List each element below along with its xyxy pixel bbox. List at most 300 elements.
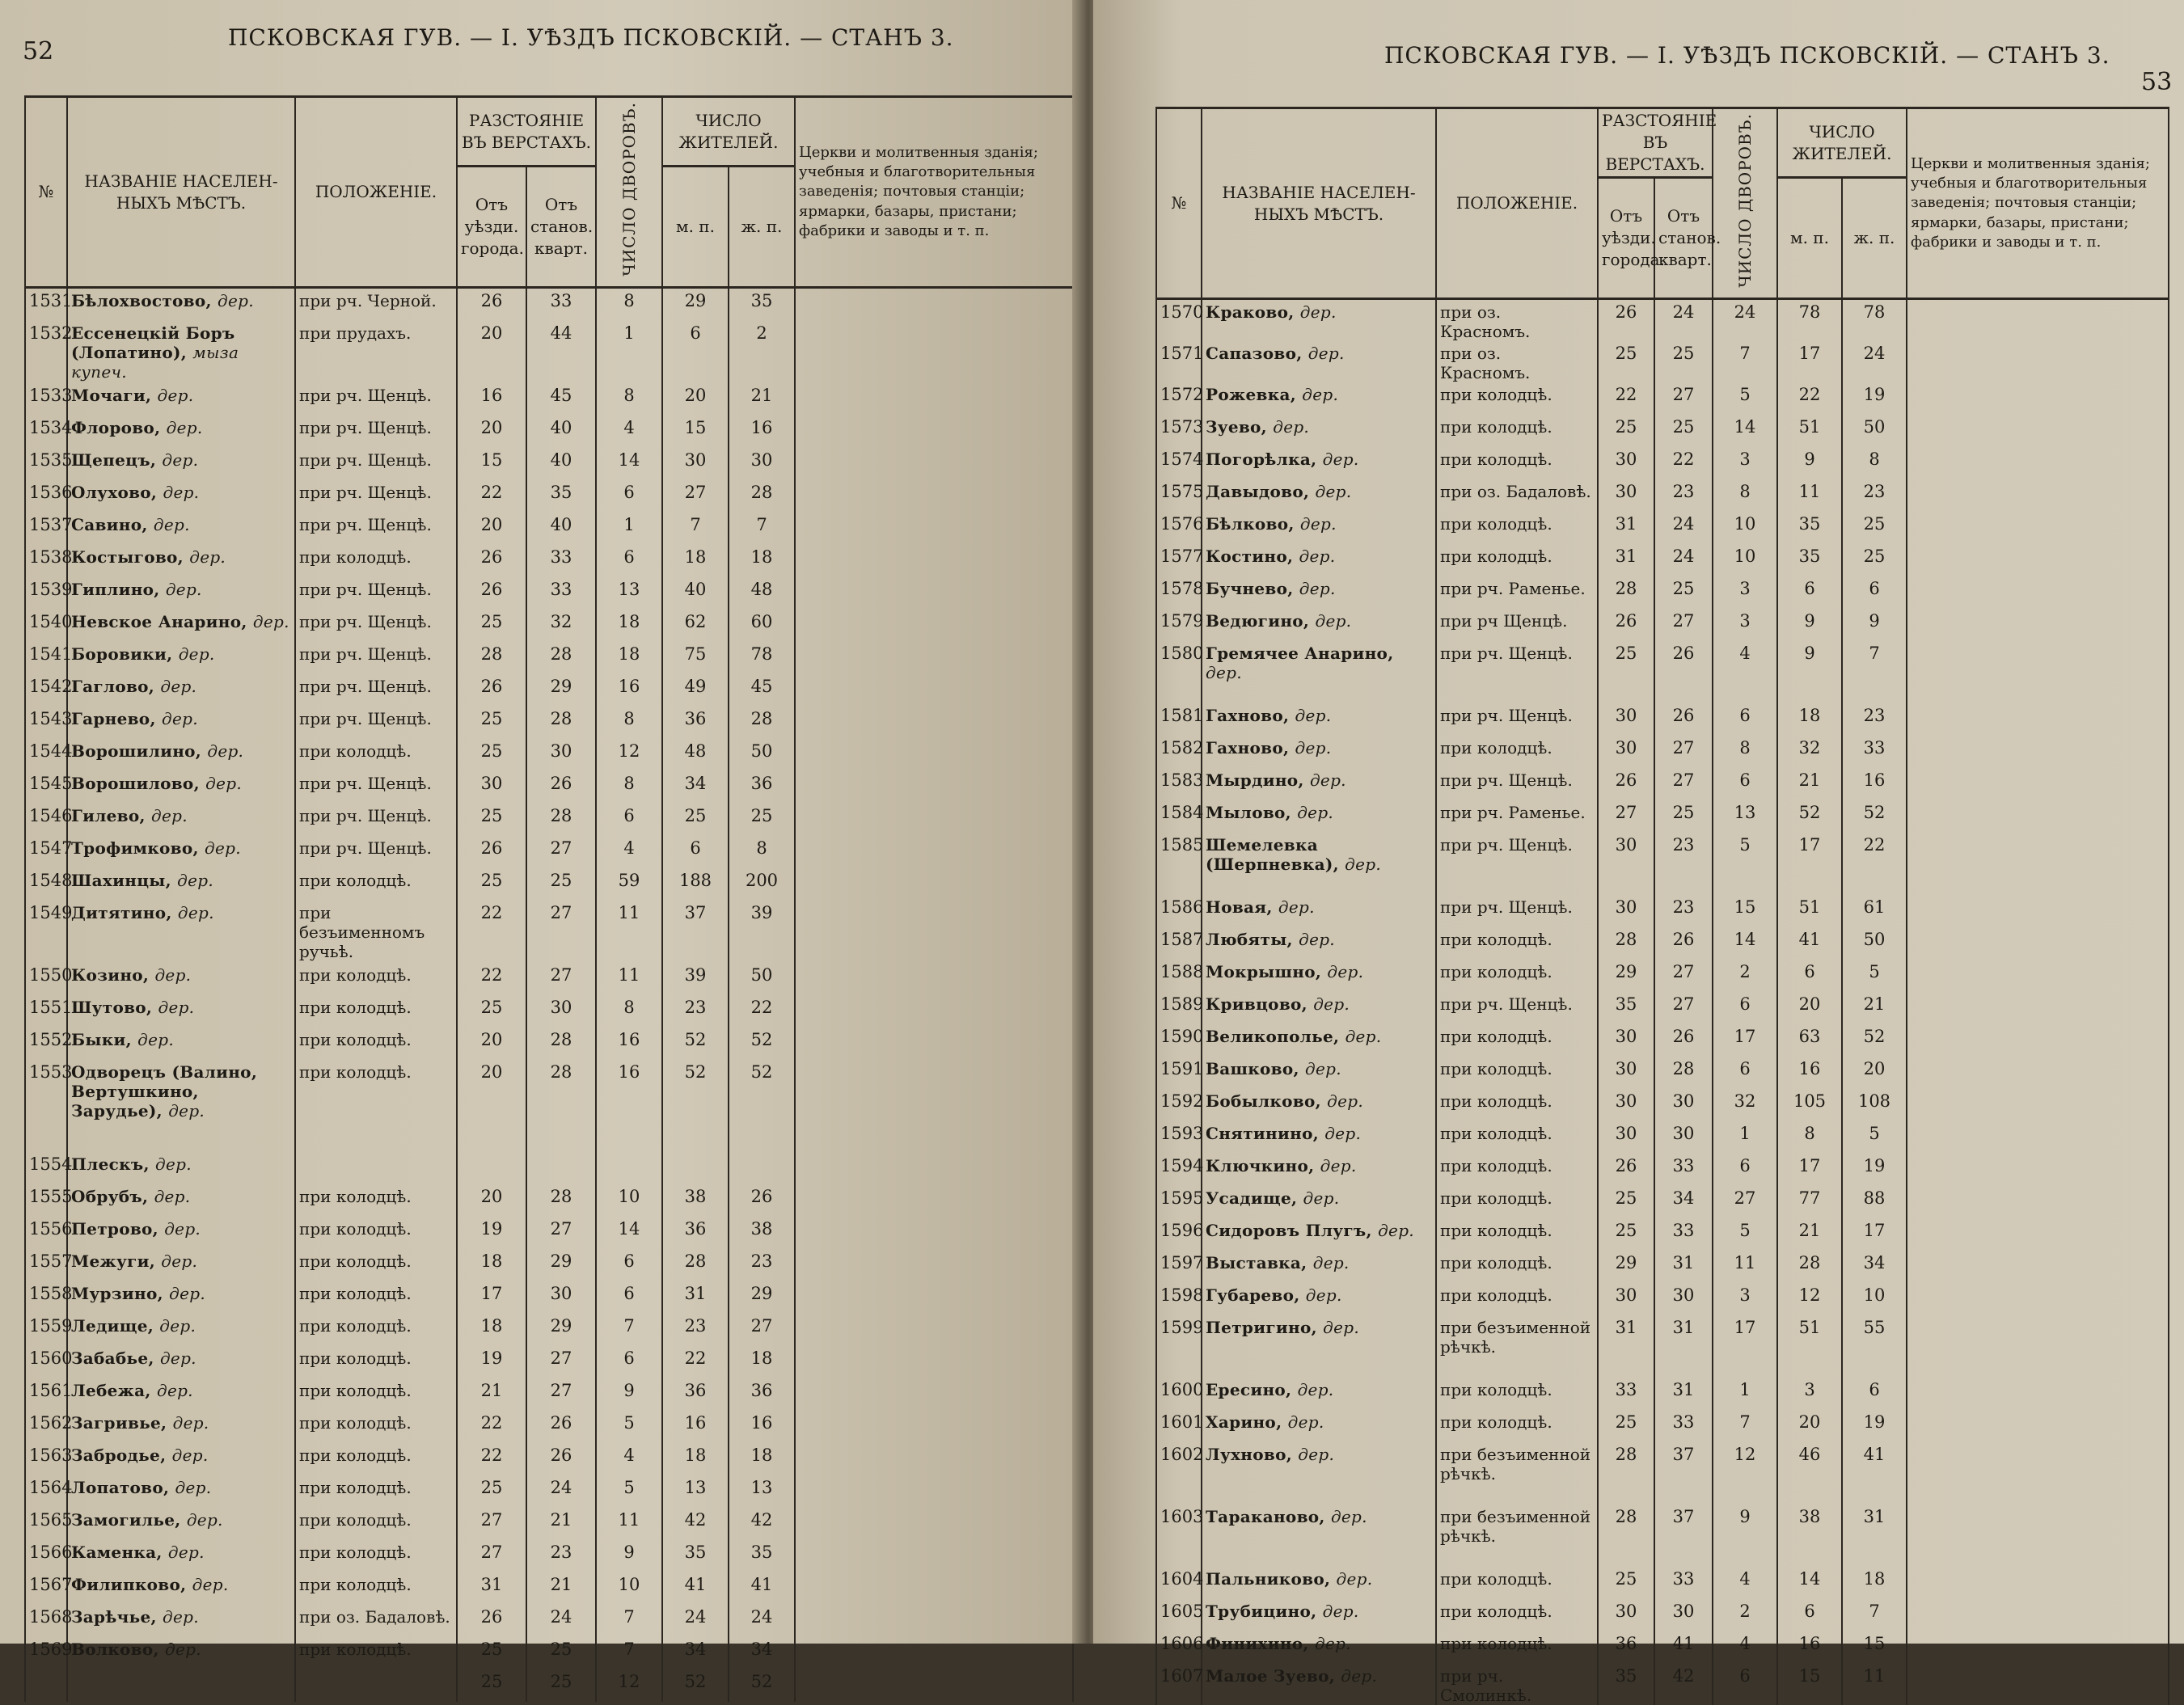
male-count: 22	[662, 1346, 729, 1378]
female-count: 41	[729, 1572, 795, 1605]
header-num: №	[1156, 108, 1202, 299]
row-number: 1576	[1156, 512, 1202, 544]
place-kind: дер.	[1327, 1091, 1363, 1111]
female-count: 20	[1842, 1057, 1907, 1089]
table-row	[1156, 1154, 2169, 1186]
churches-cell	[795, 739, 1073, 771]
female-count: 28	[729, 707, 795, 739]
male-count: 3	[1777, 1378, 1842, 1410]
place-name-text: Лопатово,	[71, 1478, 169, 1497]
row-number: 1595	[1156, 1186, 1202, 1218]
distance-stan: 30	[1654, 1121, 1713, 1154]
row-number: 1568	[25, 1605, 67, 1637]
households-count: 59	[596, 868, 662, 901]
ledger-table	[24, 95, 1074, 1702]
place-kind: дер.	[1305, 1059, 1341, 1078]
distance-town: 26	[457, 288, 526, 322]
table-row	[25, 901, 1073, 963]
churches-cell	[795, 1152, 1073, 1184]
male-count: 46	[1777, 1442, 1842, 1505]
distance-stan: 24	[1654, 299, 1713, 342]
churches-cell	[1907, 1505, 2169, 1567]
distance-town: 18	[457, 1249, 526, 1281]
place-name	[1202, 382, 1436, 415]
table-row	[1156, 1631, 2169, 1664]
place-name-text: Гиплино,	[71, 580, 160, 599]
distance-town: 20	[457, 416, 526, 448]
table-row	[1156, 1378, 2169, 1410]
distance-town: 22	[457, 480, 526, 513]
distance-town: 22	[457, 1443, 526, 1475]
households-count: 3	[1713, 1283, 1777, 1315]
place-kind: дер.	[137, 1030, 174, 1049]
distance-stan: 27	[1654, 960, 1713, 992]
table-row	[25, 836, 1073, 868]
households-count: 12	[596, 739, 662, 771]
place-name-text: Лебежа,	[71, 1381, 151, 1400]
churches-cell	[1907, 960, 2169, 992]
place-name-text: Каменка,	[71, 1543, 163, 1562]
place-name-text: Финихино,	[1206, 1634, 1309, 1653]
distance-stan: 28	[526, 707, 596, 739]
churches-cell	[795, 1669, 1073, 1702]
households-count: 14	[596, 448, 662, 480]
distance-stan: 37	[1654, 1505, 1713, 1567]
place-name-text: Усадище,	[1206, 1188, 1297, 1208]
row-number: 1543	[25, 707, 67, 739]
table-row	[1156, 1410, 2169, 1442]
place-name	[1202, 512, 1436, 544]
place-name	[1202, 544, 1436, 576]
churches-cell	[795, 1378, 1073, 1411]
place-name	[1202, 415, 1436, 447]
place-name-text: Трубицино,	[1206, 1602, 1316, 1621]
place-name-text: Гаглово,	[71, 677, 154, 696]
table-row	[1156, 736, 2169, 768]
distance-town: 26	[457, 674, 526, 707]
table-row	[1156, 1442, 2169, 1505]
churches-cell	[1907, 768, 2169, 800]
table-body	[25, 288, 1073, 1703]
female-count: 35	[729, 1540, 795, 1572]
distance-town: 22	[457, 901, 526, 963]
row-number: 1550	[25, 963, 67, 995]
male-count: 23	[662, 1314, 729, 1346]
place-name	[1202, 1154, 1436, 1186]
table-row	[25, 1443, 1073, 1475]
page-number: 52	[23, 37, 53, 65]
row-number: 1593	[1156, 1121, 1202, 1154]
distance-stan: 30	[1654, 1599, 1713, 1631]
place-position: при безъименной рѣчкѣ.	[1436, 1442, 1598, 1505]
male-count: 6	[1777, 1599, 1842, 1631]
place-name-text: Тараканово,	[1206, 1507, 1325, 1526]
place-position: при колодцѣ.	[1436, 927, 1598, 960]
distance-stan: 24	[526, 1475, 596, 1508]
table-header	[25, 97, 1073, 288]
distance-town: 30	[1598, 1089, 1654, 1121]
distance-town: 21	[457, 1378, 526, 1411]
place-name	[1202, 1664, 1436, 1705]
row-number: 1592	[1156, 1089, 1202, 1121]
place-kind: дер.	[189, 547, 226, 567]
place-name	[67, 321, 295, 383]
churches-cell	[1907, 833, 2169, 895]
place-name	[67, 1249, 295, 1281]
place-kind: дер.	[1295, 738, 1332, 758]
churches-cell	[795, 1346, 1073, 1378]
place-kind: дер.	[1297, 803, 1333, 822]
place-name-text: Великополье,	[1206, 1027, 1339, 1046]
male-count: 34	[662, 1637, 729, 1669]
table-row	[25, 1217, 1073, 1249]
distance-town: 25	[1598, 1410, 1654, 1442]
place-name-text: Зарѣчье,	[71, 1607, 157, 1627]
header-churches: Церкви и молитвенныя зданія; учебныя и благотворительныя заведенія; почтовыя станціи; ярмарки, базары, пристани; фабрики и заводы и т. п.	[795, 97, 1073, 288]
male-count: 7	[662, 513, 729, 545]
row-number: 1586	[1156, 895, 1202, 927]
row-number: 1532	[25, 321, 67, 383]
female-count: 38	[729, 1217, 795, 1249]
place-name-text: Мочаги,	[71, 386, 151, 405]
header-dist-stan: Отъ станов. кварт.	[526, 167, 596, 288]
row-number: 1570	[1156, 299, 1202, 342]
male-count: 6	[662, 321, 729, 383]
place-position: при колодцѣ.	[295, 1346, 457, 1378]
distance-stan: 30	[1654, 1283, 1713, 1315]
place-name-text: Козино,	[71, 965, 149, 985]
churches-cell	[1907, 415, 2169, 447]
table-row	[1156, 1599, 2169, 1631]
churches-cell	[1907, 576, 2169, 609]
place-position: при рч. Щенцѣ.	[295, 836, 457, 868]
distance-town: 20	[457, 1060, 526, 1152]
place-name	[67, 836, 295, 868]
row-number: 1598	[1156, 1283, 1202, 1315]
place-name	[67, 963, 295, 995]
distance-stan: 34	[1654, 1186, 1713, 1218]
distance-stan: 24	[526, 1605, 596, 1637]
households-count: 6	[596, 545, 662, 577]
distance-town: 31	[1598, 544, 1654, 576]
row-number: 1569	[25, 1637, 67, 1669]
churches-cell	[795, 1314, 1073, 1346]
row-number: 1582	[1156, 736, 1202, 768]
place-kind: дер.	[1288, 1412, 1324, 1432]
place-name	[67, 1378, 295, 1411]
table-row	[1156, 1664, 2169, 1705]
distance-town: 30	[1598, 1599, 1654, 1631]
female-count: 60	[729, 610, 795, 642]
row-number: 1561	[25, 1378, 67, 1411]
place-kind: дер.	[1345, 855, 1381, 874]
female-count	[729, 1152, 795, 1184]
male-count: 24	[662, 1605, 729, 1637]
place-name	[1202, 447, 1436, 479]
place-name	[67, 448, 295, 480]
distance-town: 25	[457, 1637, 526, 1669]
place-name-text: Одворецъ (Валино, Вертушкино, Зарудье),	[71, 1062, 257, 1120]
row-number: 1572	[1156, 382, 1202, 415]
female-count: 7	[1842, 1599, 1907, 1631]
households-count: 6	[596, 804, 662, 836]
place-name-text: Ессенецкій Боръ (Лопатино),	[71, 323, 235, 362]
households-count: 13	[1713, 800, 1777, 833]
place-name-text: Волково,	[71, 1640, 159, 1659]
place-kind: дер.	[1303, 1188, 1340, 1208]
male-count: 12	[1777, 1283, 1842, 1315]
female-count: 6	[1842, 1378, 1907, 1410]
churches-cell	[1907, 1154, 2169, 1186]
row-number: 1540	[25, 610, 67, 642]
place-kind: дер.	[205, 838, 241, 858]
distance-town: 20	[457, 513, 526, 545]
female-count: 50	[729, 739, 795, 771]
churches-cell	[1907, 1567, 2169, 1599]
distance-stan: 21	[526, 1572, 596, 1605]
churches-cell	[795, 610, 1073, 642]
place-position: при колодцѣ.	[295, 1637, 457, 1669]
place-kind: дер.	[172, 1445, 209, 1465]
place-position: при рч. Щенцѣ.	[295, 771, 457, 804]
households-count: 1	[596, 321, 662, 383]
distance-stan: 23	[1654, 479, 1713, 512]
place-position: при прудахъ.	[295, 321, 457, 383]
row-number: 1537	[25, 513, 67, 545]
header-male: м. п.	[662, 167, 729, 288]
table-row	[25, 1184, 1073, 1217]
place-name	[1202, 800, 1436, 833]
male-count: 6	[662, 836, 729, 868]
distance-stan: 40	[526, 513, 596, 545]
place-position: при рч. Щенцѣ.	[295, 610, 457, 642]
place-kind: дер.	[1308, 344, 1345, 363]
churches-cell	[795, 1508, 1073, 1540]
distance-stan: 33	[526, 288, 596, 322]
distance-town: 36	[1598, 1631, 1654, 1664]
distance-town: 28	[1598, 1505, 1654, 1567]
place-position: при колодцѣ.	[295, 1572, 457, 1605]
households-count: 8	[596, 995, 662, 1028]
female-count: 16	[1842, 768, 1907, 800]
place-kind: дер.	[1300, 302, 1337, 322]
place-position: при колодцѣ.	[295, 545, 457, 577]
table-row	[1156, 544, 2169, 576]
row-number: 1542	[25, 674, 67, 707]
distance-stan: 41	[1654, 1631, 1713, 1664]
distance-town	[457, 1152, 526, 1184]
households-count: 8	[1713, 479, 1777, 512]
place-position: при колодцѣ.	[1436, 1089, 1598, 1121]
header-households: ЧИСЛО ДВОРОВЪ.	[596, 97, 662, 288]
place-position	[295, 1669, 457, 1702]
table-row	[25, 321, 1073, 383]
place-position: при колодцѣ.	[1436, 447, 1598, 479]
place-kind: дер.	[158, 386, 194, 405]
male-count: 37	[662, 901, 729, 963]
distance-town: 30	[1598, 1121, 1654, 1154]
row-number: 1577	[1156, 544, 1202, 576]
female-count: 35	[729, 288, 795, 322]
table-row	[1156, 479, 2169, 512]
place-name-text: Зуево,	[1206, 417, 1267, 437]
distance-town: 30	[1598, 1283, 1654, 1315]
churches-cell	[1907, 544, 2169, 576]
place-kind: дер.	[1345, 1027, 1382, 1046]
table-row	[1156, 703, 2169, 736]
churches-cell	[795, 1028, 1073, 1060]
distance-town: 25	[457, 995, 526, 1028]
header-male: м. п.	[1777, 178, 1842, 299]
place-name	[67, 577, 295, 610]
distance-stan: 27	[526, 1346, 596, 1378]
place-name-text: Сидоровъ Плугъ,	[1206, 1221, 1372, 1240]
distance-town: 25	[1598, 1567, 1654, 1599]
female-count: 88	[1842, 1186, 1907, 1218]
male-count: 23	[662, 995, 729, 1028]
distance-town: 26	[457, 577, 526, 610]
place-name-text: Новая,	[1206, 897, 1273, 917]
place-name	[1202, 1442, 1436, 1505]
table-row	[25, 1028, 1073, 1060]
place-name	[1202, 299, 1436, 342]
place-name-text: Ворошилино,	[71, 741, 201, 761]
female-count: 7	[1842, 641, 1907, 703]
table-row	[1156, 768, 2169, 800]
place-name-text: Загривье,	[71, 1413, 167, 1433]
row-number: 1567	[25, 1572, 67, 1605]
female-count: 52	[729, 1028, 795, 1060]
distance-town: 19	[457, 1217, 526, 1249]
place-name-text: Петригино,	[1206, 1318, 1317, 1337]
distance-stan: 29	[526, 1249, 596, 1281]
row-number: 1596	[1156, 1218, 1202, 1251]
female-count: 23	[1842, 479, 1907, 512]
churches-cell	[1907, 1024, 2169, 1057]
churches-cell	[1907, 1089, 2169, 1121]
distance-stan: 23	[1654, 895, 1713, 927]
female-count: 36	[729, 771, 795, 804]
place-name-text: Сапазово,	[1206, 344, 1302, 363]
place-kind: дер.	[1302, 385, 1338, 404]
churches-cell	[1907, 1186, 2169, 1218]
female-count: 15	[1842, 1631, 1907, 1664]
place-position: при рч. Щенцѣ.	[1436, 992, 1598, 1024]
place-kind: дер.	[1298, 1445, 1334, 1464]
distance-stan: 25	[1654, 415, 1713, 447]
distance-town: 25	[1598, 415, 1654, 447]
distance-town: 17	[457, 1281, 526, 1314]
households-count: 10	[1713, 512, 1777, 544]
distance-town: 28	[1598, 927, 1654, 960]
churches-cell	[795, 963, 1073, 995]
table-row	[1156, 1186, 2169, 1218]
row-number: 1554	[25, 1152, 67, 1184]
distance-town: 31	[1598, 1315, 1654, 1378]
female-count: 25	[729, 804, 795, 836]
place-name-text: Выставка,	[1206, 1253, 1307, 1272]
place-position: при колодцѣ.	[1436, 1121, 1598, 1154]
place-kind: дер.	[1313, 1253, 1350, 1272]
place-name-text: Давыдово,	[1206, 482, 1309, 501]
place-name-text: Малое Зуево,	[1206, 1666, 1335, 1686]
place-name	[1202, 927, 1436, 960]
churches-cell	[795, 545, 1073, 577]
place-name	[67, 416, 295, 448]
churches-cell	[795, 416, 1073, 448]
place-kind: дер.	[1310, 770, 1346, 790]
place-position: при рч. Щенцѣ.	[295, 416, 457, 448]
row-number: 1573	[1156, 415, 1202, 447]
row-number: 1571	[1156, 341, 1202, 382]
place-position: при колодцѣ.	[295, 739, 457, 771]
distance-stan: 26	[526, 1443, 596, 1475]
place-name	[1202, 703, 1436, 736]
place-position: при колодцѣ.	[1436, 736, 1598, 768]
male-count: 9	[1777, 447, 1842, 479]
table-row	[25, 1249, 1073, 1281]
distance-town: 30	[1598, 447, 1654, 479]
place-name	[67, 1184, 295, 1217]
place-kind: дер.	[1331, 1507, 1367, 1526]
distance-stan: 33	[526, 545, 596, 577]
households-count: 12	[596, 1669, 662, 1702]
female-count: 78	[729, 642, 795, 674]
place-kind: дер.	[1337, 1569, 1373, 1589]
place-name-text: Ересино,	[1206, 1380, 1291, 1399]
place-position: при колодцѣ.	[1436, 960, 1598, 992]
households-count: 7	[1713, 341, 1777, 382]
row-number: 1556	[25, 1217, 67, 1249]
place-name	[1202, 768, 1436, 800]
female-count: 5	[1842, 960, 1907, 992]
place-kind: дер.	[155, 1154, 192, 1174]
male-count: 17	[1777, 1154, 1842, 1186]
row-number: 1559	[25, 1314, 67, 1346]
distance-stan: 28	[526, 804, 596, 836]
distance-stan: 27	[1654, 382, 1713, 415]
place-name-text: Флорово,	[71, 418, 160, 437]
distance-town: 25	[1598, 1218, 1654, 1251]
place-kind: дер.	[159, 1316, 196, 1336]
table-row	[1156, 1315, 2169, 1378]
place-kind: дер.	[161, 1251, 197, 1271]
churches-cell	[795, 1637, 1073, 1669]
row-number: 1549	[25, 901, 67, 963]
female-count: 26	[729, 1184, 795, 1217]
distance-town: 22	[457, 963, 526, 995]
row-number: 1574	[1156, 447, 1202, 479]
distance-town: 30	[1598, 736, 1654, 768]
male-count: 36	[662, 1378, 729, 1411]
households-count: 7	[596, 1637, 662, 1669]
churches-cell	[1907, 1378, 2169, 1410]
place-name	[1202, 1631, 1436, 1664]
row-number: 1531	[25, 288, 67, 322]
female-count: 11	[1842, 1664, 1907, 1705]
place-position: при оз. Бадаловѣ.	[295, 1605, 457, 1637]
distance-stan: 27	[526, 1217, 596, 1249]
place-kind: дер.	[179, 644, 215, 664]
distance-stan: 27	[526, 836, 596, 868]
churches-cell	[795, 1605, 1073, 1637]
households-count: 3	[1713, 576, 1777, 609]
place-position: при колодцѣ.	[1436, 1057, 1598, 1089]
place-name-text: Обрубъ,	[71, 1187, 148, 1206]
table-row	[25, 642, 1073, 674]
place-position: при рч. Смолинкѣ.	[1436, 1664, 1598, 1705]
place-position: при рч. Раменье.	[1436, 576, 1598, 609]
